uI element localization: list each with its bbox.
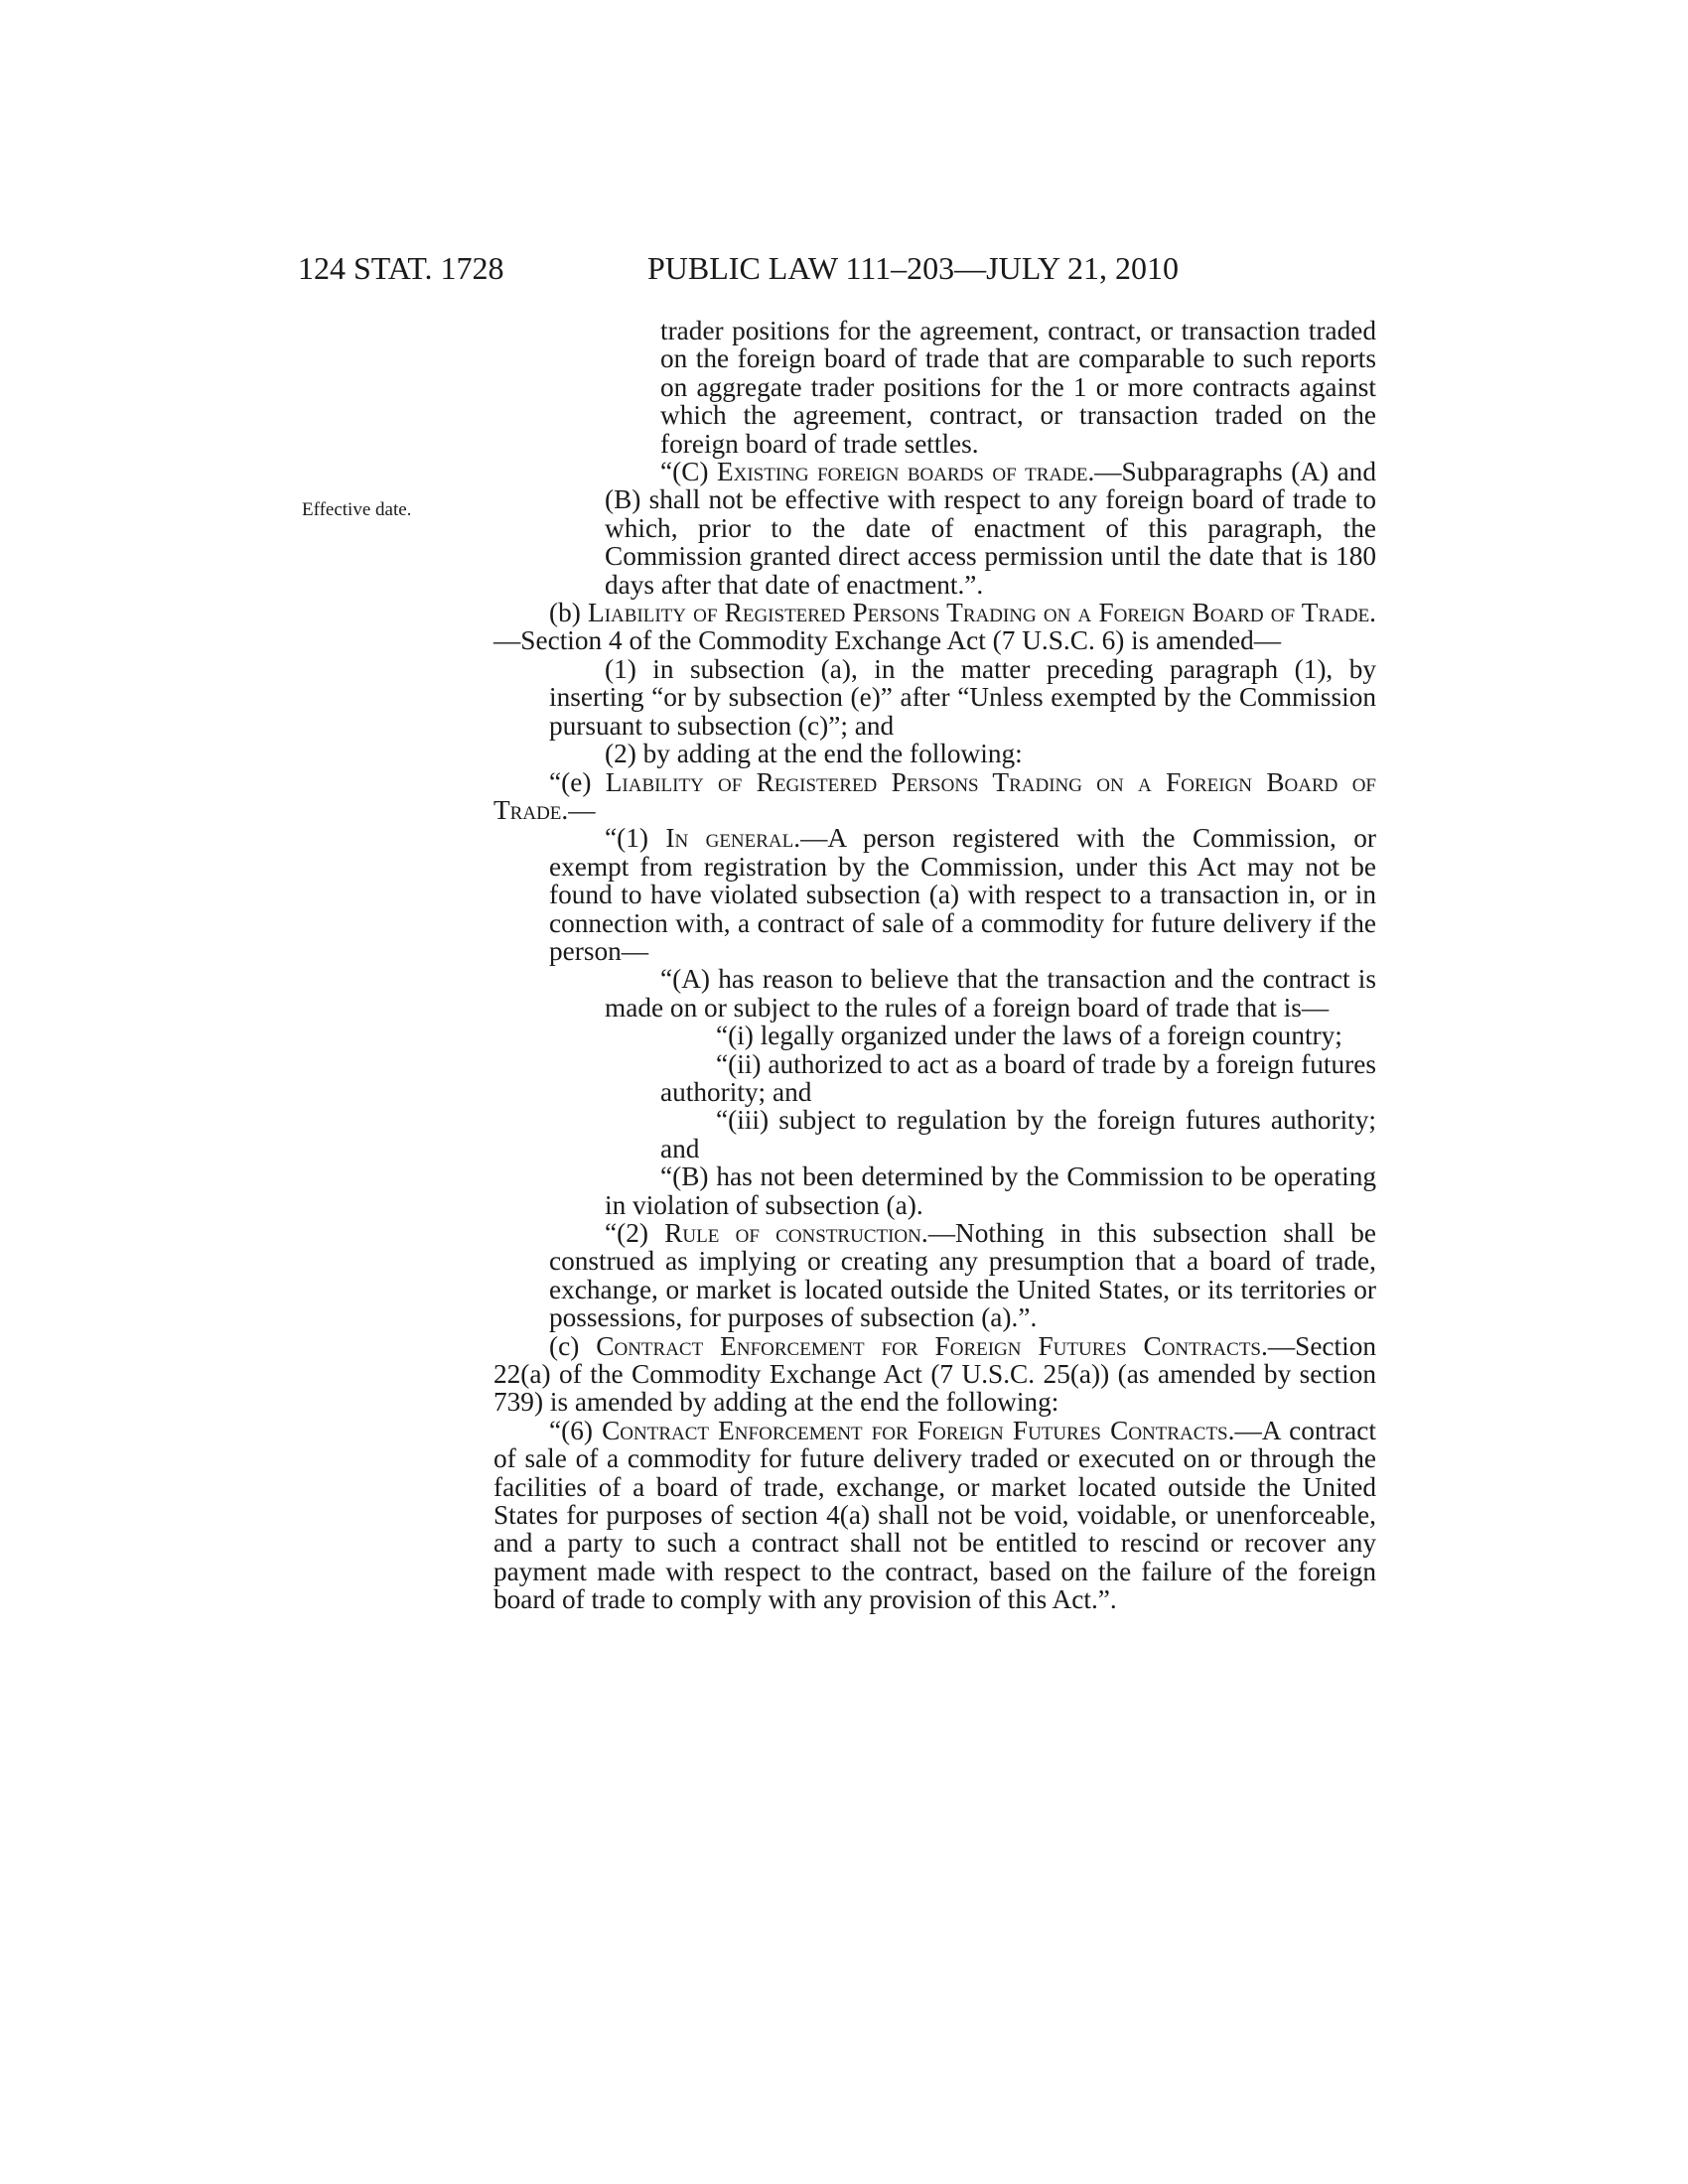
paragraph-B-not-determined: “(B) has not been determined by the Commission to be operating in violation of subsection (a). bbox=[605, 1161, 1376, 1220]
paragraph-ii-authorized: “(ii) authorized to act as a board of trade by a foreign futures authority; and bbox=[660, 1048, 1376, 1107]
heading-existing-boards: Existing foreign boards of trade bbox=[716, 457, 1088, 487]
heading-6-contract-enforcement: Contract Enforcement for Foreign Futures Contracts bbox=[602, 1415, 1228, 1445]
paragraph-trader-positions: trader positions for the agreement, contract, or transaction traded on the foreign board of trade that are comparable to such reports on aggregate trader positions for the 1 or more contracts against which the agreement, contract, or transaction traded on the foreign board of trade settles. bbox=[660, 316, 1376, 459]
document-body bbox=[493, 317, 1376, 1614]
paragraph-2-adding: (2) by adding at the end the following: bbox=[605, 739, 1023, 769]
heading-contract-enforcement: Contract Enforcement for Foreign Futures Contracts bbox=[596, 1330, 1262, 1361]
statute-reference: 124 STAT. 1728 bbox=[298, 250, 504, 286]
paragraph-b-liability: (b) Liability of Registered Persons Trading on a Foreign Board of Trade.—Section 4 of the Commodity Exchange Act (7 U.S.C. 6) is amended— bbox=[493, 598, 1376, 656]
paragraph-c-existing-boards: “(C) Existing foreign boards of trade.—Subparagraphs (A) and (B) shall not be effective with respect to any foreign board of trade to which, prior to the date of enactment of this paragraph, the Commission granted direct access permission until the date that is 180 days after that date of enactment.”. bbox=[605, 457, 1376, 600]
paragraph-c-contract-enforcement: (c) Contract Enforcement for Foreign Futures Contracts.—Section 22(a) of the Commodity Exchange Act (7 U.S.C. 25(a)) (as amended by section 739) is amended by adding at the end the following: bbox=[493, 1330, 1377, 1418]
heading-liability: Liability of Registered Persons Trading on a Foreign Board of Trade bbox=[588, 598, 1370, 628]
paragraph-e-liability: “(e) Liability of Registered Persons Trading on a Foreign Board of Trade.— bbox=[493, 766, 1376, 825]
paragraph-e1-in-general: “(1) In general.—A person registered with the Commission, or exempt from registration by the Commission, under this Act may not be found to have violated subsection (a) with respect to a transaction in, or in connection with, a contract of sale of a commodity for future delivery if the person— bbox=[549, 823, 1376, 966]
paragraph-A-reason: “(A) has reason to believe that the transaction and the contract is made on or subject to the rules of a foreign board of trade that is— bbox=[605, 964, 1376, 1023]
paragraph-i-legally-organized: “(i) legally organized under the laws of a foreign country; bbox=[716, 1021, 1342, 1051]
paragraph-6-contract-enforcement: “(6) Contract Enforcement for Foreign Futures Contracts.—A contract of sale of a commodity for future delivery traded or executed on or through the facilities of a board of trade, exchange, or market located outside the United States for purposes of section 4(a) shall not be void, voidable, or unenforceable, and a party to such a contract shall not be entitled to rescind or recover any payment made with respect to the contract, based on the failure of the foreign board of trade to comply with any provision of this Act.”. bbox=[493, 1415, 1376, 1615]
heading-in-general: In general bbox=[665, 823, 794, 854]
paragraph-e2-rule-of-construction: “(2) Rule of construction.—Nothing in this subsection shall be construed as implying or creating any presumption that a board of trade, exchange, or market is located outside the United States, or its territories or possessions, for purposes of subsection (a).”. bbox=[549, 1218, 1376, 1333]
law-title: PUBLIC LAW 111–203—JULY 21, 2010 bbox=[647, 250, 1179, 286]
heading-rule-of-construction: Rule of construction bbox=[664, 1218, 921, 1248]
heading-e-liability: Liability of Registered Persons Trading on a Foreign Board of Trade bbox=[493, 766, 1376, 825]
margin-note-effective-date: Effective date. bbox=[302, 499, 412, 520]
paragraph-iii-regulation: “(iii) subject to regulation by the foreign futures authority; and bbox=[660, 1105, 1376, 1163]
page-header bbox=[0, 248, 1688, 288]
paragraph-1-subsection-a: (1) in subsection (a), in the matter preceding paragraph (1), by inserting “or by subsection (e)” after “Unless exempted by the Commission pursuant to subsection (c)”; and bbox=[549, 653, 1376, 741]
